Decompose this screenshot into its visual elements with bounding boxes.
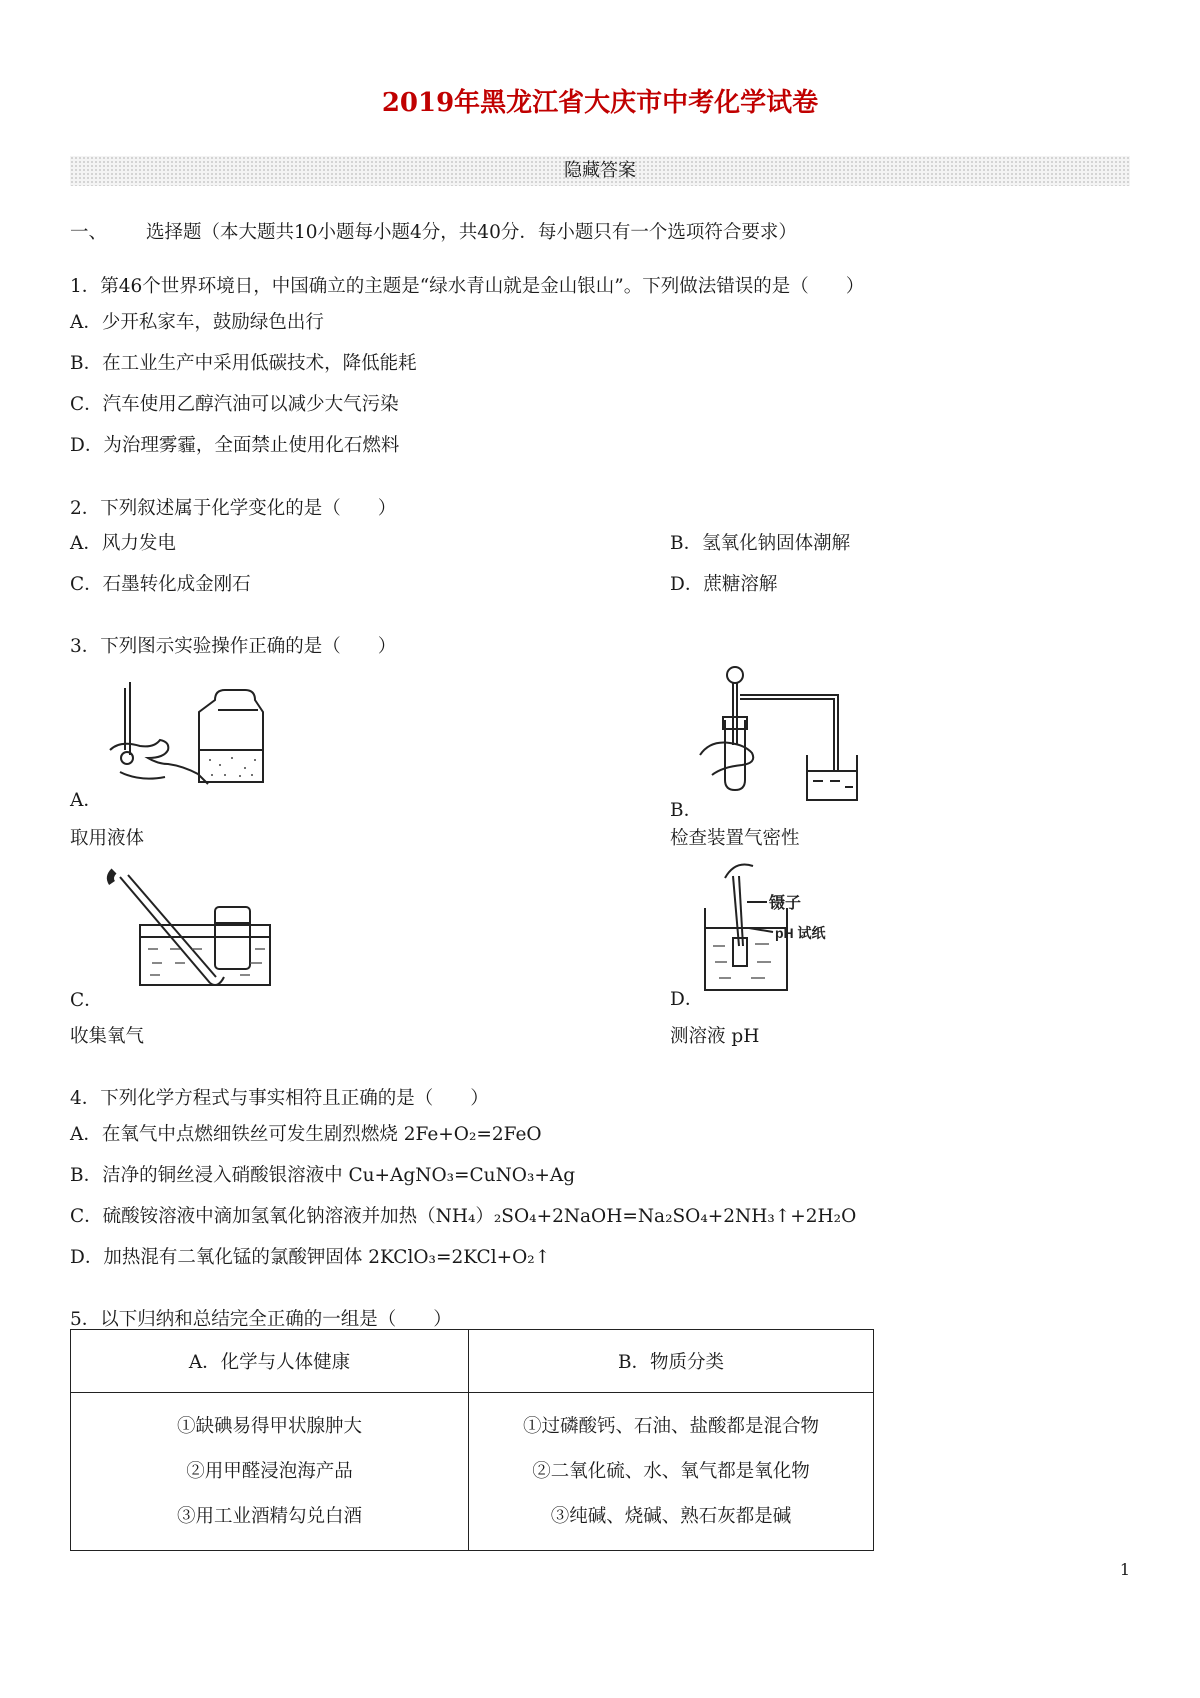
q3-option-c-caption: 收集氧气 <box>70 1026 145 1047</box>
q5-table <box>70 1329 874 1551</box>
q5-cell-b <box>469 1393 874 1551</box>
page-title: 2019年黑龙江省大庆市中考化学试卷 <box>381 88 819 118</box>
q1-option-c: C．汽车使用乙醇汽油可以减少大气污染 <box>70 394 399 415</box>
q1-option-d: D．为治理雾霾，全面禁止使用化石燃料 <box>70 435 400 456</box>
q3-option-b-letter: B． <box>670 800 703 821</box>
q5-cell-a <box>71 1393 469 1551</box>
section-heading: 选择题（本大题共10小题每小题4分，共40分．每小题只有一个选项符合要求） <box>146 222 797 243</box>
fig-d-ph-paper-label: pH 试纸 <box>775 925 826 941</box>
q5-a-item-2: ②用甲醛浸泡海产品 <box>186 1461 353 1482</box>
q5-a-item-3: ③用工业酒精勾兑白酒 <box>176 1506 362 1527</box>
q3-option-d-caption: 测溶液 pH <box>670 1026 760 1047</box>
q5-header-b: B．物质分类 <box>469 1330 874 1393</box>
q3-option-c-letter: C． <box>70 990 103 1011</box>
q5-b-item-3: ③纯碱、烧碱、熟石灰都是碱 <box>550 1506 792 1527</box>
q1-stem: 1．第46个世界环境日，中国确立的主题是“绿水青山就是金山银山”。下列做法错误的是（ ） <box>70 276 865 297</box>
q2-stem: 2．下列叙述属于化学变化的是（ ） <box>70 498 397 519</box>
q4-option-b: B．洁净的铜丝浸入硝酸银溶液中 Cu+AgNO₃=CuNO₃+Ag <box>70 1165 576 1186</box>
q1-option-a: A．少开私家车，鼓励绿色出行 <box>70 312 324 333</box>
page-number: 1 <box>1119 1560 1130 1579</box>
q2-option-d: D．蔗糖溶解 <box>670 574 778 595</box>
fig-d-tweezers-label: 镊子 <box>769 895 802 912</box>
q3-option-a-letter: A． <box>70 790 102 811</box>
q2-option-b: B．氢氧化钠固体潮解 <box>670 533 851 554</box>
q3-option-b-caption: 检查装置气密性 <box>670 828 800 849</box>
q1-option-b: B．在工业生产中采用低碳技术，降低能耗 <box>70 353 417 374</box>
q5-a-item-1: ①缺碘易得甲状腺肿大 <box>176 1416 362 1437</box>
q4-stem: 4．下列化学方程式与事实相符且正确的是（ ） <box>70 1088 489 1109</box>
q4-option-d: D．加热混有二氧化锰的氯酸钾固体 2KClO₃=2KCl+O₂↑ <box>70 1247 551 1268</box>
hide-answer-button[interactable]: 隐藏答案 <box>70 156 1130 186</box>
q5-stem: 5．以下归纳和总结完全正确的一组是（ ） <box>70 1309 452 1330</box>
figure-c-collect-oxygen <box>100 865 275 990</box>
q5-b-item-1: ①过磷酸钙、石油、盐酸都是混合物 <box>522 1416 819 1437</box>
q5-b-item-2: ②二氧化硫、水、氧气都是氧化物 <box>532 1461 810 1482</box>
figure-d-measure-ph <box>695 858 870 998</box>
q2-option-c: C．石墨转化成金刚石 <box>70 574 251 595</box>
figure-a-take-liquid <box>100 680 270 800</box>
figure-b-airtightness <box>695 665 865 805</box>
q2-option-a: A．风力发电 <box>70 533 176 554</box>
section-number: 一、 <box>70 222 108 243</box>
q4-option-c: C．硫酸铵溶液中滴加氢氧化钠溶液并加热（NH₄）₂SO₄+2NaOH=Na₂SO₄+2NH₃↑+2H₂O <box>70 1206 857 1227</box>
q5-header-a: A．化学与人体健康 <box>71 1330 469 1393</box>
q3-option-d-letter: D． <box>670 989 704 1010</box>
q3-option-a-caption: 取用液体 <box>70 828 145 849</box>
q3-stem: 3．下列图示实验操作正确的是（ ） <box>70 636 397 657</box>
q4-option-a: A．在氧气中点燃细铁丝可发生剧烈燃烧 2Fe+O₂=2FeO <box>70 1124 542 1145</box>
